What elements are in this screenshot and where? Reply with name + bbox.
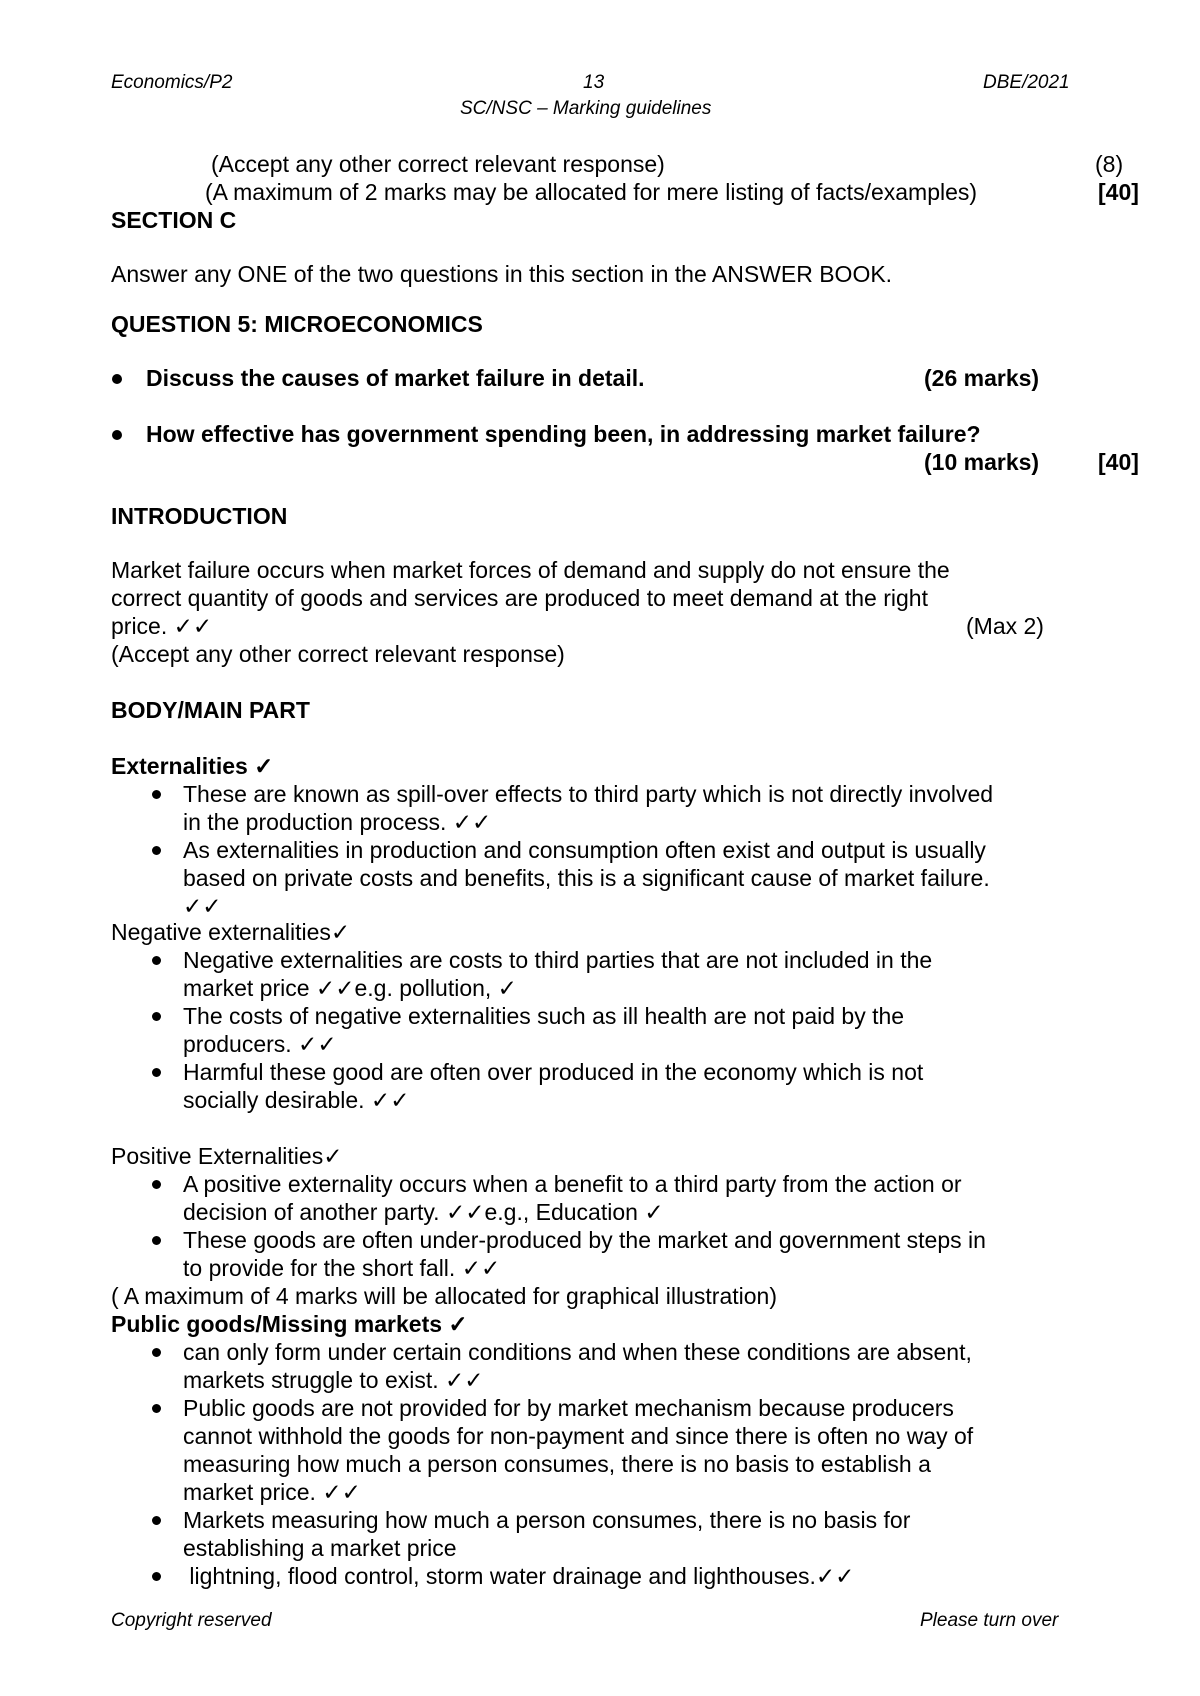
bullet-dot xyxy=(152,1068,161,1077)
question-total: [40] xyxy=(1098,449,1139,475)
section-instruction: Answer any ONE of the two questions in this section in the ANSWER BOOK. xyxy=(111,261,893,287)
positive-point-2-line-2: to provide for the short fall. ✓✓ xyxy=(183,1255,501,1281)
bullet-dot xyxy=(112,374,122,384)
public-point-1-line-1: can only form under certain conditions and when these conditions are absent, xyxy=(183,1339,972,1365)
section-title: SECTION C xyxy=(111,207,237,233)
public-point-3-line-1: Markets measuring how much a person consumes, there is no basis for xyxy=(183,1507,911,1533)
public-point-2-line-4: market price. ✓✓ xyxy=(183,1479,361,1505)
positive-externalities-heading: Positive Externalities✓ xyxy=(111,1143,343,1169)
externalities-heading: Externalities ✓ xyxy=(111,753,274,779)
public-point-2-line-2: cannot withhold the goods for non-payment and since there is often no way of xyxy=(183,1423,974,1449)
externalities-point-2-line-1: As externalities in production and consumption often exist and output is usually xyxy=(183,837,986,863)
intro-max-marks: (Max 2) xyxy=(966,613,1044,639)
question-part-1: Discuss the causes of market failure in detail. xyxy=(146,365,645,391)
intro-heading: INTRODUCTION xyxy=(111,503,288,529)
externalities-point-2-line-3: ✓✓ xyxy=(183,893,222,919)
footer-turn-over: Please turn over xyxy=(920,1610,1059,1631)
intro-line-3: price. ✓✓ xyxy=(111,613,213,639)
bullet-dot xyxy=(152,1180,161,1189)
externalities-point-1-line-1: These are known as spill-over effects to third party which is not directly involved xyxy=(183,781,994,807)
bullet-dot xyxy=(152,1404,161,1413)
negative-externalities-heading: Negative externalities✓ xyxy=(111,919,351,945)
negative-point-1-line-2: market price ✓✓e.g. pollution, ✓ xyxy=(183,975,517,1001)
question-title: QUESTION 5: MICROECONOMICS xyxy=(111,311,483,337)
bullet-dot xyxy=(152,1012,161,1021)
negative-point-3-line-1: Harmful these good are often over produced in the economy which is not xyxy=(183,1059,924,1085)
positive-point-1-line-2: decision of another party. ✓✓e.g., Education ✓ xyxy=(183,1199,664,1225)
header-right: DBE/2021 xyxy=(983,72,1070,93)
public-point-2-line-3: measuring how much a person consumes, there is no basis to establish a xyxy=(183,1451,931,1477)
negative-point-1-line-1: Negative externalities are costs to third parties that are not included in the xyxy=(183,947,933,973)
body-heading: BODY/MAIN PART xyxy=(111,697,310,723)
bullet-dot xyxy=(152,1348,161,1357)
max-listing-line: (A maximum of 2 marks may be allocated for mere listing of facts/examples) xyxy=(205,179,978,205)
externalities-point-1-line-2: in the production process. ✓✓ xyxy=(183,809,492,835)
positive-point-2-line-1: These goods are often under-produced by the market and government steps in xyxy=(183,1227,986,1253)
graph-note: ( A maximum of 4 marks will be allocated for graphical illustration) xyxy=(111,1283,777,1309)
public-point-1-line-2: markets struggle to exist. ✓✓ xyxy=(183,1367,484,1393)
public-goods-heading: Public goods/Missing markets ✓ xyxy=(111,1311,468,1337)
bullet-dot xyxy=(112,430,122,440)
question-part-2-marks: (10 marks) xyxy=(924,449,1040,475)
public-point-3-line-2: establishing a market price xyxy=(183,1535,457,1561)
intro-line-1: Market failure occurs when market forces of demand and supply do not ensure the xyxy=(111,557,950,583)
bullet-dot xyxy=(152,1572,161,1581)
accept-line: (Accept any other correct relevant response) xyxy=(211,151,665,177)
intro-accept: (Accept any other correct relevant response) xyxy=(111,641,565,667)
externalities-point-2-line-2: based on private costs and benefits, this is a significant cause of market failure. xyxy=(183,865,990,891)
bullet-dot xyxy=(152,846,161,855)
footer-copyright: Copyright reserved xyxy=(111,1610,272,1631)
intro-line-2: correct quantity of goods and services are produced to meet demand at the right xyxy=(111,585,928,611)
header-subtitle: SC/NSC – Marking guidelines xyxy=(460,98,712,119)
question-part-1-marks: (26 marks) xyxy=(924,365,1040,391)
public-point-2-line-1: Public goods are not provided for by market mechanism because producers xyxy=(183,1395,954,1421)
negative-point-2-line-2: producers. ✓✓ xyxy=(183,1031,337,1057)
bullet-dot xyxy=(152,1516,161,1525)
accept-marks: (8) xyxy=(1095,151,1124,177)
public-point-4-line-1: lightning, flood control, storm water drainage and lighthouses.✓✓ xyxy=(183,1563,855,1589)
header-left: Economics/P2 xyxy=(111,72,233,93)
header-page-number: 13 xyxy=(583,72,605,93)
positive-point-1-line-1: A positive externality occurs when a benefit to a third party from the action or xyxy=(183,1171,962,1197)
question-part-2: How effective has government spending been, in addressing market failure? xyxy=(146,421,981,447)
negative-point-3-line-2: socially desirable. ✓✓ xyxy=(183,1087,410,1113)
max-listing-marks: [40] xyxy=(1098,179,1139,205)
bullet-dot xyxy=(152,1236,161,1245)
bullet-dot xyxy=(152,790,161,799)
bullet-dot xyxy=(152,956,161,965)
negative-point-2-line-1: The costs of negative externalities such as ill health are not paid by the xyxy=(183,1003,905,1029)
